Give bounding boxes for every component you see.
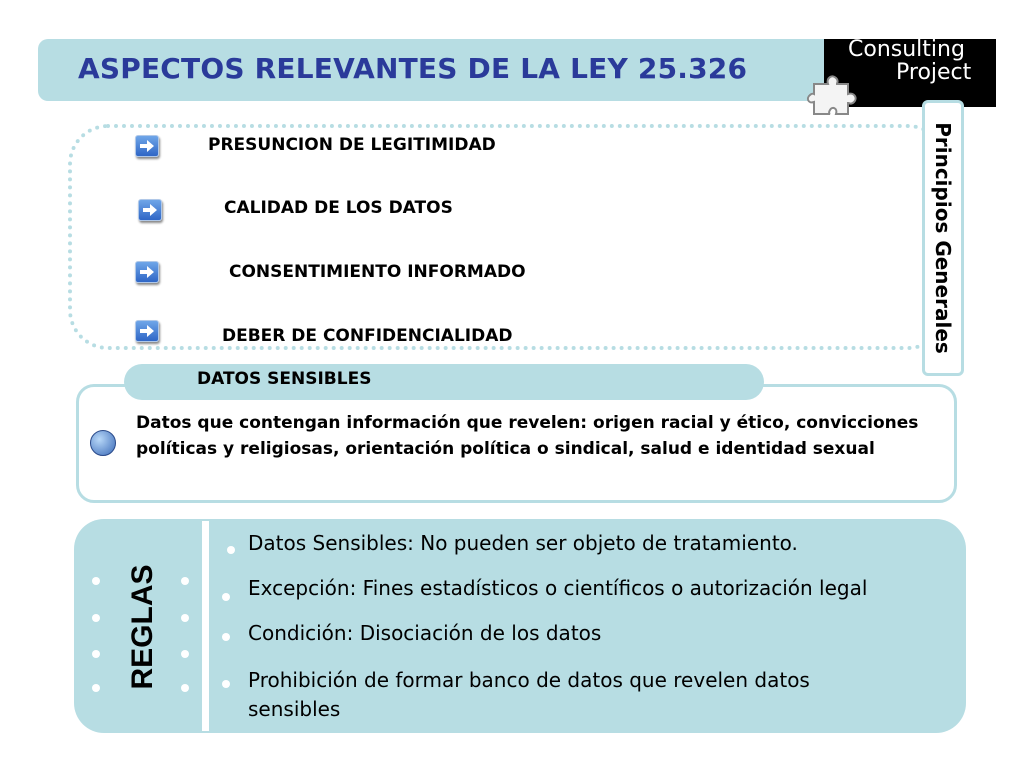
principle-row [135, 320, 159, 342]
bullet-icon [90, 430, 116, 456]
principle-label: CONSENTIMIENTO INFORMADO [229, 262, 526, 282]
principle-row [135, 135, 159, 157]
rule-item: Excepción: Fines estadísticos o científicos o autorización legal [248, 576, 868, 600]
dot-icon [92, 684, 100, 692]
principle-label: CALIDAD DE LOS DATOS [224, 198, 453, 218]
principle-row [135, 261, 159, 283]
bullet-dot-icon [222, 593, 230, 601]
dot-icon [181, 650, 189, 658]
arrow-right-icon [135, 261, 159, 283]
arrow-right-icon [138, 199, 162, 221]
rule-item: Datos Sensibles: No pueden ser objeto de tratamiento. [248, 531, 798, 555]
bullet-dot-icon [222, 680, 230, 688]
principle-label: PRESUNCION DE LEGITIMIDAD [208, 135, 496, 155]
rule-item: Prohibición de formar banco de datos que revelen datos sensibles [248, 668, 810, 721]
rules-label: REGLAS [126, 564, 159, 690]
rule-item: Condición: Disociación de los datos [248, 621, 602, 645]
bullet-dot-icon [222, 633, 230, 641]
logo-line1: Consulting [848, 37, 965, 62]
arrow-right-icon [135, 320, 159, 342]
logo-line2: Project [896, 60, 972, 85]
sensitive-text: Datos que contengan información que revelen: origen racial y ético, convicciones políticas y religiosas, orientación política o sindical, salud e identidad sexual [136, 413, 919, 459]
principle-label: DEBER DE CONFIDENCIALIDAD [222, 326, 513, 346]
arrow-right-icon [135, 135, 159, 157]
dot-icon [92, 614, 100, 622]
dot-icon [181, 614, 189, 622]
dot-icon [181, 684, 189, 692]
side-label: Principios Generales [931, 122, 955, 354]
puzzle-icon [804, 70, 866, 120]
principles-panel [68, 124, 948, 350]
dot-icon [181, 577, 189, 585]
bullet-dot-icon [227, 546, 235, 554]
principle-row [138, 199, 162, 221]
sensitive-title: DATOS SENSIBLES [197, 369, 372, 389]
rules-divider [202, 521, 209, 731]
dot-icon [92, 577, 100, 585]
page-title: ASPECTOS RELEVANTES DE LA LEY 25.326 [78, 52, 748, 85]
dot-icon [92, 650, 100, 658]
